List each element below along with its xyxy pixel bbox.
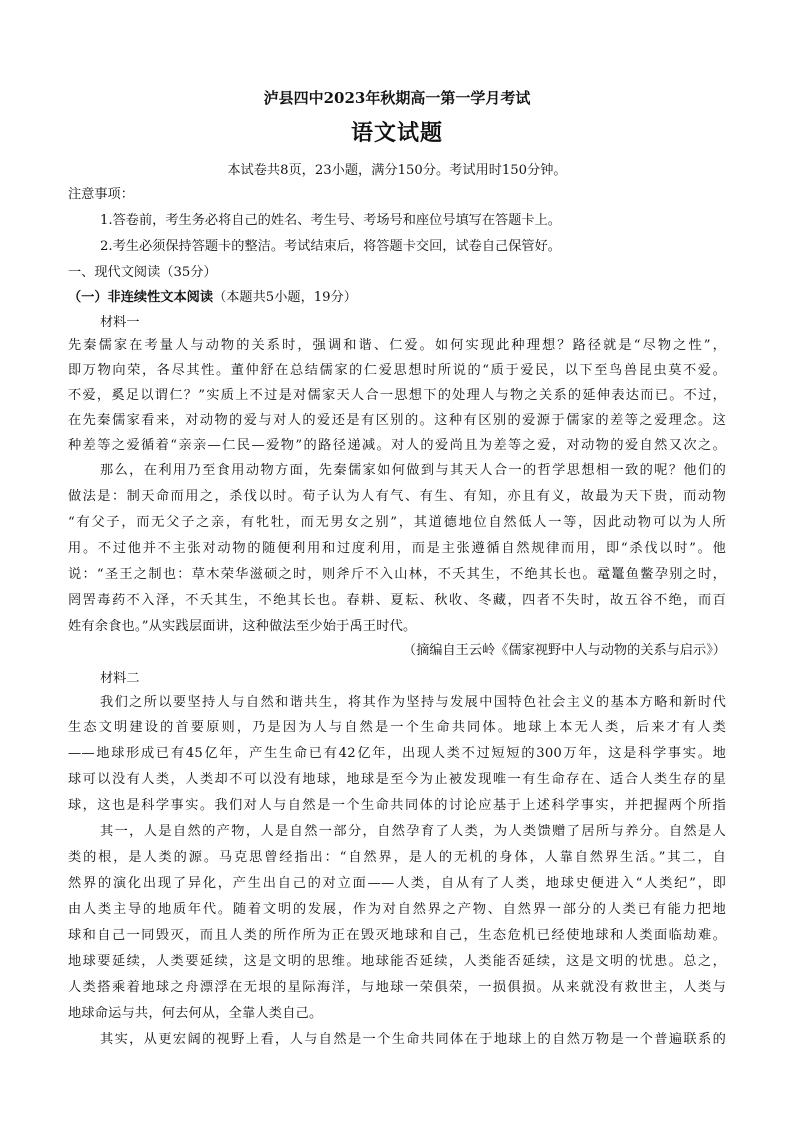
material1-line: 那么，在利用乃至食用动物方面，先秦儒家如何做到与其天人合一的哲学思想相一致的呢？他们的 <box>100 463 726 478</box>
exam-title: 泸县四中2023年秋期高一第一学月考试 <box>263 89 531 107</box>
material1-source: （摘编自王云岭《儒家视野中人与动物的关系与启示》） <box>402 643 726 658</box>
material2-line: 球，这也是科学事实。我们对人与自然是一个生命共同体的讨论应基于上述科学事实，并把握两个所指 <box>68 798 726 813</box>
material2-line: 人类搭乘着地球之舟漂浮在无垠的星际海洋，与地球一荣俱荣，一损俱损。从来就没有救世主，人类与 <box>68 980 726 995</box>
material2-line: 类的根，是人类的源。马克思曾经指出：“自然界，是人的无机的身体，人靠自然界生活。”其二，自 <box>68 850 726 865</box>
material1-line: 做法是：制天命而用之，杀伐以时。荀子认为人有气、有生、有知，亦且有义，故最为天下贵，而动物 <box>68 489 726 504</box>
material1-line: 在先秦儒家看来，对动物的爱与对人的爱还是有区别的。这种有区别的爱源于儒家的差等之爱理念。这 <box>68 413 726 428</box>
section-title: 一、现代文阅读（35分） <box>68 265 217 280</box>
material2-line: 地球要延续，人类要延续，这是文明的思维。地球能否延续，人类能否延续，这是文明的忧患。总之， <box>68 954 726 969</box>
section-subtitle-rest: （本题共5小题，19分） <box>213 290 357 305</box>
material1-line: 种差等之爱循着“亲亲—仁民—爱物”的路径递减。对人的爱尚且为差等之爱，对动物的爱自然又次之。 <box>68 438 726 453</box>
material2-line: 我们之所以要坚持人与自然和谐共生，将其作为坚持与发展中国特色社会主义的基本方略和新时代 <box>100 695 726 710</box>
material2-line: ——地球形成已有45亿年，产生生命已有42亿年，出现人类不过短短的300万年，这是科学事实。地 <box>68 746 726 761</box>
notes-item-2: 2.考生必须保持答题卡的整洁。考试结束后，将答题卡交回，试卷自己保管好。 <box>100 239 561 254</box>
exam-info: 本试卷共8页，23小题，满分150分。考试用时150分钟。 <box>227 163 567 178</box>
material1-line: 用。不过他并不主张对动物的随便利用和过度利用，而是主张遵循自然规律而用，即“杀伐以时”。他 <box>68 541 726 556</box>
material2-line: 其一，人是自然的产物，人是自然一部分，自然孕育了人类，为人类馈赠了居所与养分。自然是人 <box>100 824 726 839</box>
material2-line: 其实，从更宏阔的视野上看，人与自然是一个生命共同体在于地球上的自然万物是一个普遍联系的 <box>100 1032 726 1047</box>
material2-label: 材料二 <box>100 671 140 686</box>
subject-title: 语文试题 <box>350 120 443 146</box>
material1-line: 即万物向荣，各尽其性。董仲舒在总结儒家的仁爱思想时所说的“质于爱民，以下至鸟兽昆虫莫不爱。 <box>68 363 726 378</box>
material1-line: 罔罟毒药不入泽，不夭其生，不绝其长也。春耕、夏耘、秋收、冬藏，四者不失时，故五谷不绝，而百 <box>68 593 726 608</box>
material1-line: 姓有余食也。”从实践层面讲，这种做法至少始于禹王时代。 <box>68 619 417 634</box>
material2-line: 球可以没有人类，人类却不可以没有地球，地球是至今为止被发现唯一有生命存在、适合人类生存的星 <box>68 772 726 787</box>
section-subtitle <box>68 286 357 305</box>
material1-line: 说：“圣王之制也：草木荣华滋硕之时，则斧斤不入山林，不夭其生，不绝其长也。鼋鼍鱼鳖孕别之时， <box>68 567 726 582</box>
material2-line: 球和自己一同毁灭，而且人类的所作所为正在毁灭地球和自己，生态危机已经使地球和人类面临劫难。 <box>68 928 726 943</box>
material2-line: 生态文明建设的首要原则，乃是因为人与自然是一个生命共同体。地球上本无人类，后来才有人类 <box>68 720 726 735</box>
material1-line: “有父子，而无父子之亲，有牝牡，而无男女之别”，其道德地位自然低人一等，因此动物可以为人所 <box>68 515 726 530</box>
notes-heading: 注意事项： <box>68 187 134 202</box>
notes-item-1: 1.答卷前，考生务必将自己的姓名、考生号、考场号和座位号填写在答题卡上。 <box>100 213 561 228</box>
section-subtitle-bold: （一）非连续性文本阅读 <box>68 290 214 305</box>
material2-line: 然界的演化出现了异化，产生出自己的对立面——人类，自从有了人类，地球史便进入“人类纪”，即 <box>68 876 726 891</box>
material1-label: 材料一 <box>100 315 140 330</box>
material2-line: 由人类主导的地质年代。随着文明的发展，作为对自然界之产物、自然界一部分的人类已有能力把地 <box>68 902 726 917</box>
material2-line: 地球命运与共，何去何从，全靠人类自己。 <box>68 1006 323 1021</box>
material1-line: 不爱，奚足以谓仁？”实质上不过是对儒家天人合一思想下的处理人与物之关系的延伸表达而已。不过， <box>68 388 726 403</box>
material1-line: 先秦儒家在考量人与动物的关系时，强调和谐、仁爱。如何实现此种理想？路径就是“尽物之性”， <box>68 338 726 353</box>
